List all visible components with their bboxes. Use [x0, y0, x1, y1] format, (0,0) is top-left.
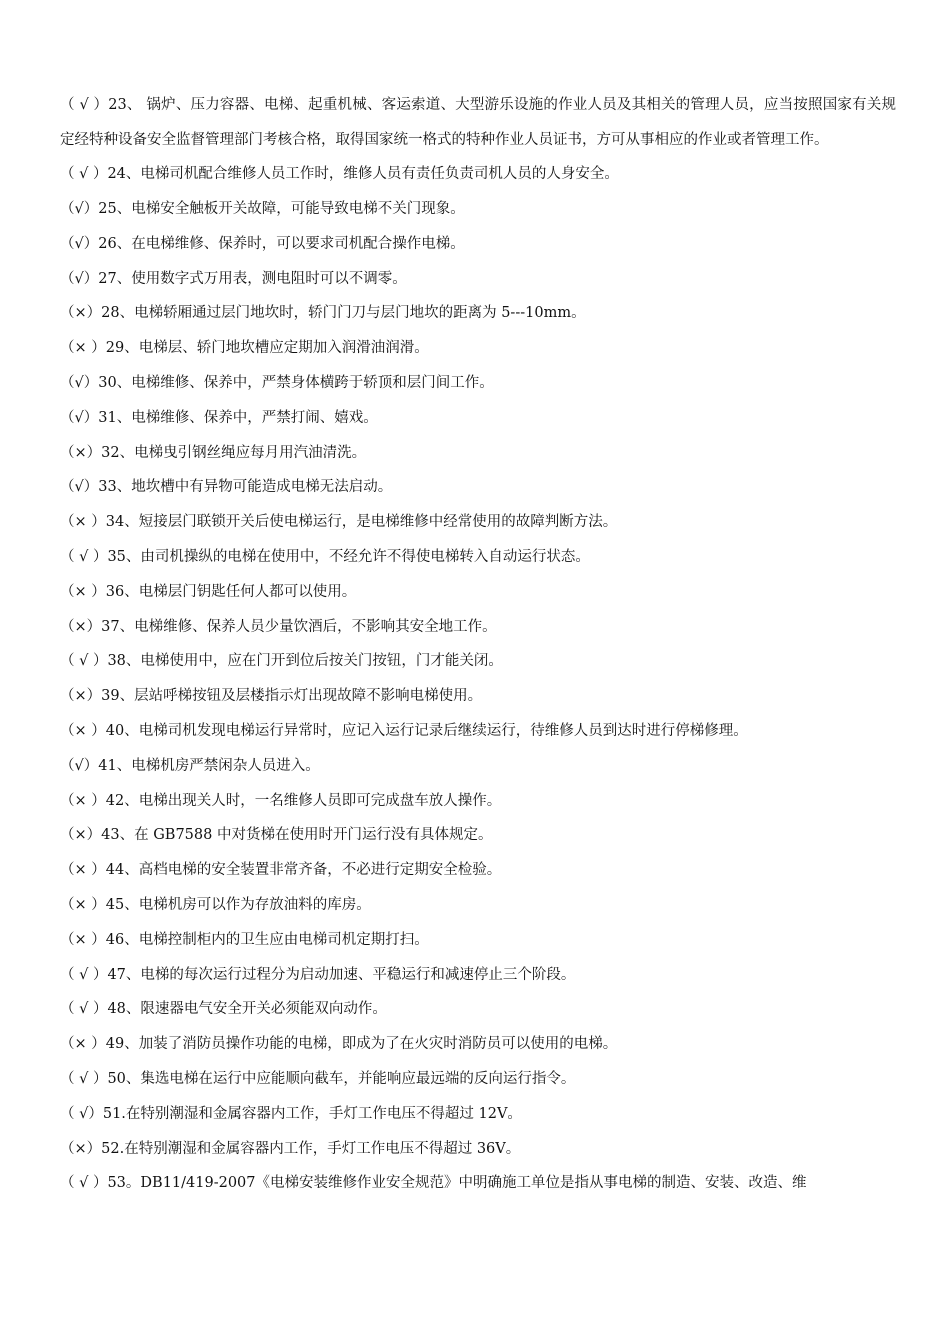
list-item: （√）25、电梯安全触板开关故障，可能导致电梯不关门现象。: [60, 200, 465, 217]
list-item: （× ）42、电梯出现关人时，一名维修人员即可完成盘车放人操作。: [60, 792, 502, 809]
list-item: （ √ ）38、电梯使用中，应在门开到位后按关门按钮，门才能关闭。: [60, 653, 503, 670]
list-item: （× ）45、电梯机房可以作为存放油料的库房。: [60, 896, 371, 913]
list-item: （×）37、电梯维修、保养人员少量饮酒后，不影响其安全地工作。: [60, 618, 497, 635]
list-item: （ √ ）24、电梯司机配合维修人员工作时，维修人员有责任负责司机人员的人身安全。: [60, 166, 619, 183]
list-item: （× ）46、电梯控制柜内的卫生应由电梯司机定期打扫。: [60, 931, 429, 948]
list-item: （× ）29、电梯层、轿门地坎槽应定期加入润滑油润滑。: [60, 340, 429, 357]
list-item: （×）28、电梯轿厢通过层门地坎时，轿门门刀与层门地坎的距离为 5---10mm。: [60, 305, 586, 322]
list-item: （√）41、电梯机房严禁闲杂人员进入。: [60, 757, 320, 774]
list-item: （× ）34、短接层门联锁开关后使电梯运行，是电梯维修中经常使用的故障判断方法。: [60, 514, 618, 531]
list-item: （ √ ）53。DB11/419-2007《电梯安装维修作业安全规范》中明确施工单位是指从事电梯的制造、安装、改造、维: [60, 1175, 807, 1192]
list-item: （ √ ）35、由司机操纵的电梯在使用中，不经允许不得使电梯转入自动运行状态。: [60, 548, 590, 565]
list-item: （√）33、地坎槽中有异物可能造成电梯无法启动。: [60, 479, 393, 496]
list-item: （ √ ）50、集选电梯在运行中应能顺向截车，并能响应最远端的反向运行指令。: [60, 1070, 576, 1087]
list-item: （ √）51.在特别潮湿和金属容器内工作，手灯工作电压不得超过 12V。: [60, 1105, 522, 1122]
list-item: （× ）49、加装了消防员操作功能的电梯，即成为了在火灾时消防员可以使用的电梯。: [60, 1036, 618, 1053]
list-item: （√）27、使用数字式万用表，测电阻时可以不调零。: [60, 270, 407, 287]
list-item: （×）39、层站呼梯按钮及层楼指示灯出现故障不影响电梯使用。: [60, 688, 483, 705]
list-item: （√）31、电梯维修、保养中，严禁打闹、嬉戏。: [60, 409, 378, 426]
question-list: [60, 88, 896, 1201]
list-item: （√）30、电梯维修、保养中，严禁身体横跨于轿顶和层门间工作。: [60, 374, 494, 391]
list-item: （×）32、电梯曳引钢丝绳应每月用汽油清洗。: [60, 444, 367, 461]
list-item: （ √ ）48、限速器电气安全开关必须能双向动作。: [60, 1001, 387, 1018]
list-item: （× ）40、电梯司机发现电梯运行异常时，应记入运行记录后继续运行，待维修人员到达时进行停梯修理。: [60, 722, 748, 739]
list-item: （× ）36、电梯层门钥匙任何人都可以使用。: [60, 583, 357, 600]
list-item: （× ）44、高档电梯的安全装置非常齐备，不必进行定期安全检验。: [60, 862, 502, 879]
list-item: （√）26、在电梯维修、保养时，可以要求司机配合操作电梯。: [60, 235, 465, 252]
list-item: （×）43、在 GB7588 中对货梯在使用时开门运行没有具体规定。: [60, 827, 493, 844]
list-item: （×）52.在特别潮湿和金属容器内工作，手灯工作电压不得超过 36V。: [60, 1140, 521, 1157]
list-item: （ √ ）23、 锅炉、压力容器、电梯、起重机械、客运索道、大型游乐设施的作业人员及其相关的管理人员，应当按照国家有关规定经特种设备安全监督管理部门考核合格，取得国家统一格式的特种作业人员证书，方可从事相应的作业或者管理工作。: [60, 97, 896, 148]
list-item: （ √ ）47、电梯的每次运行过程分为启动加速、平稳运行和减速停止三个阶段。: [60, 966, 576, 983]
